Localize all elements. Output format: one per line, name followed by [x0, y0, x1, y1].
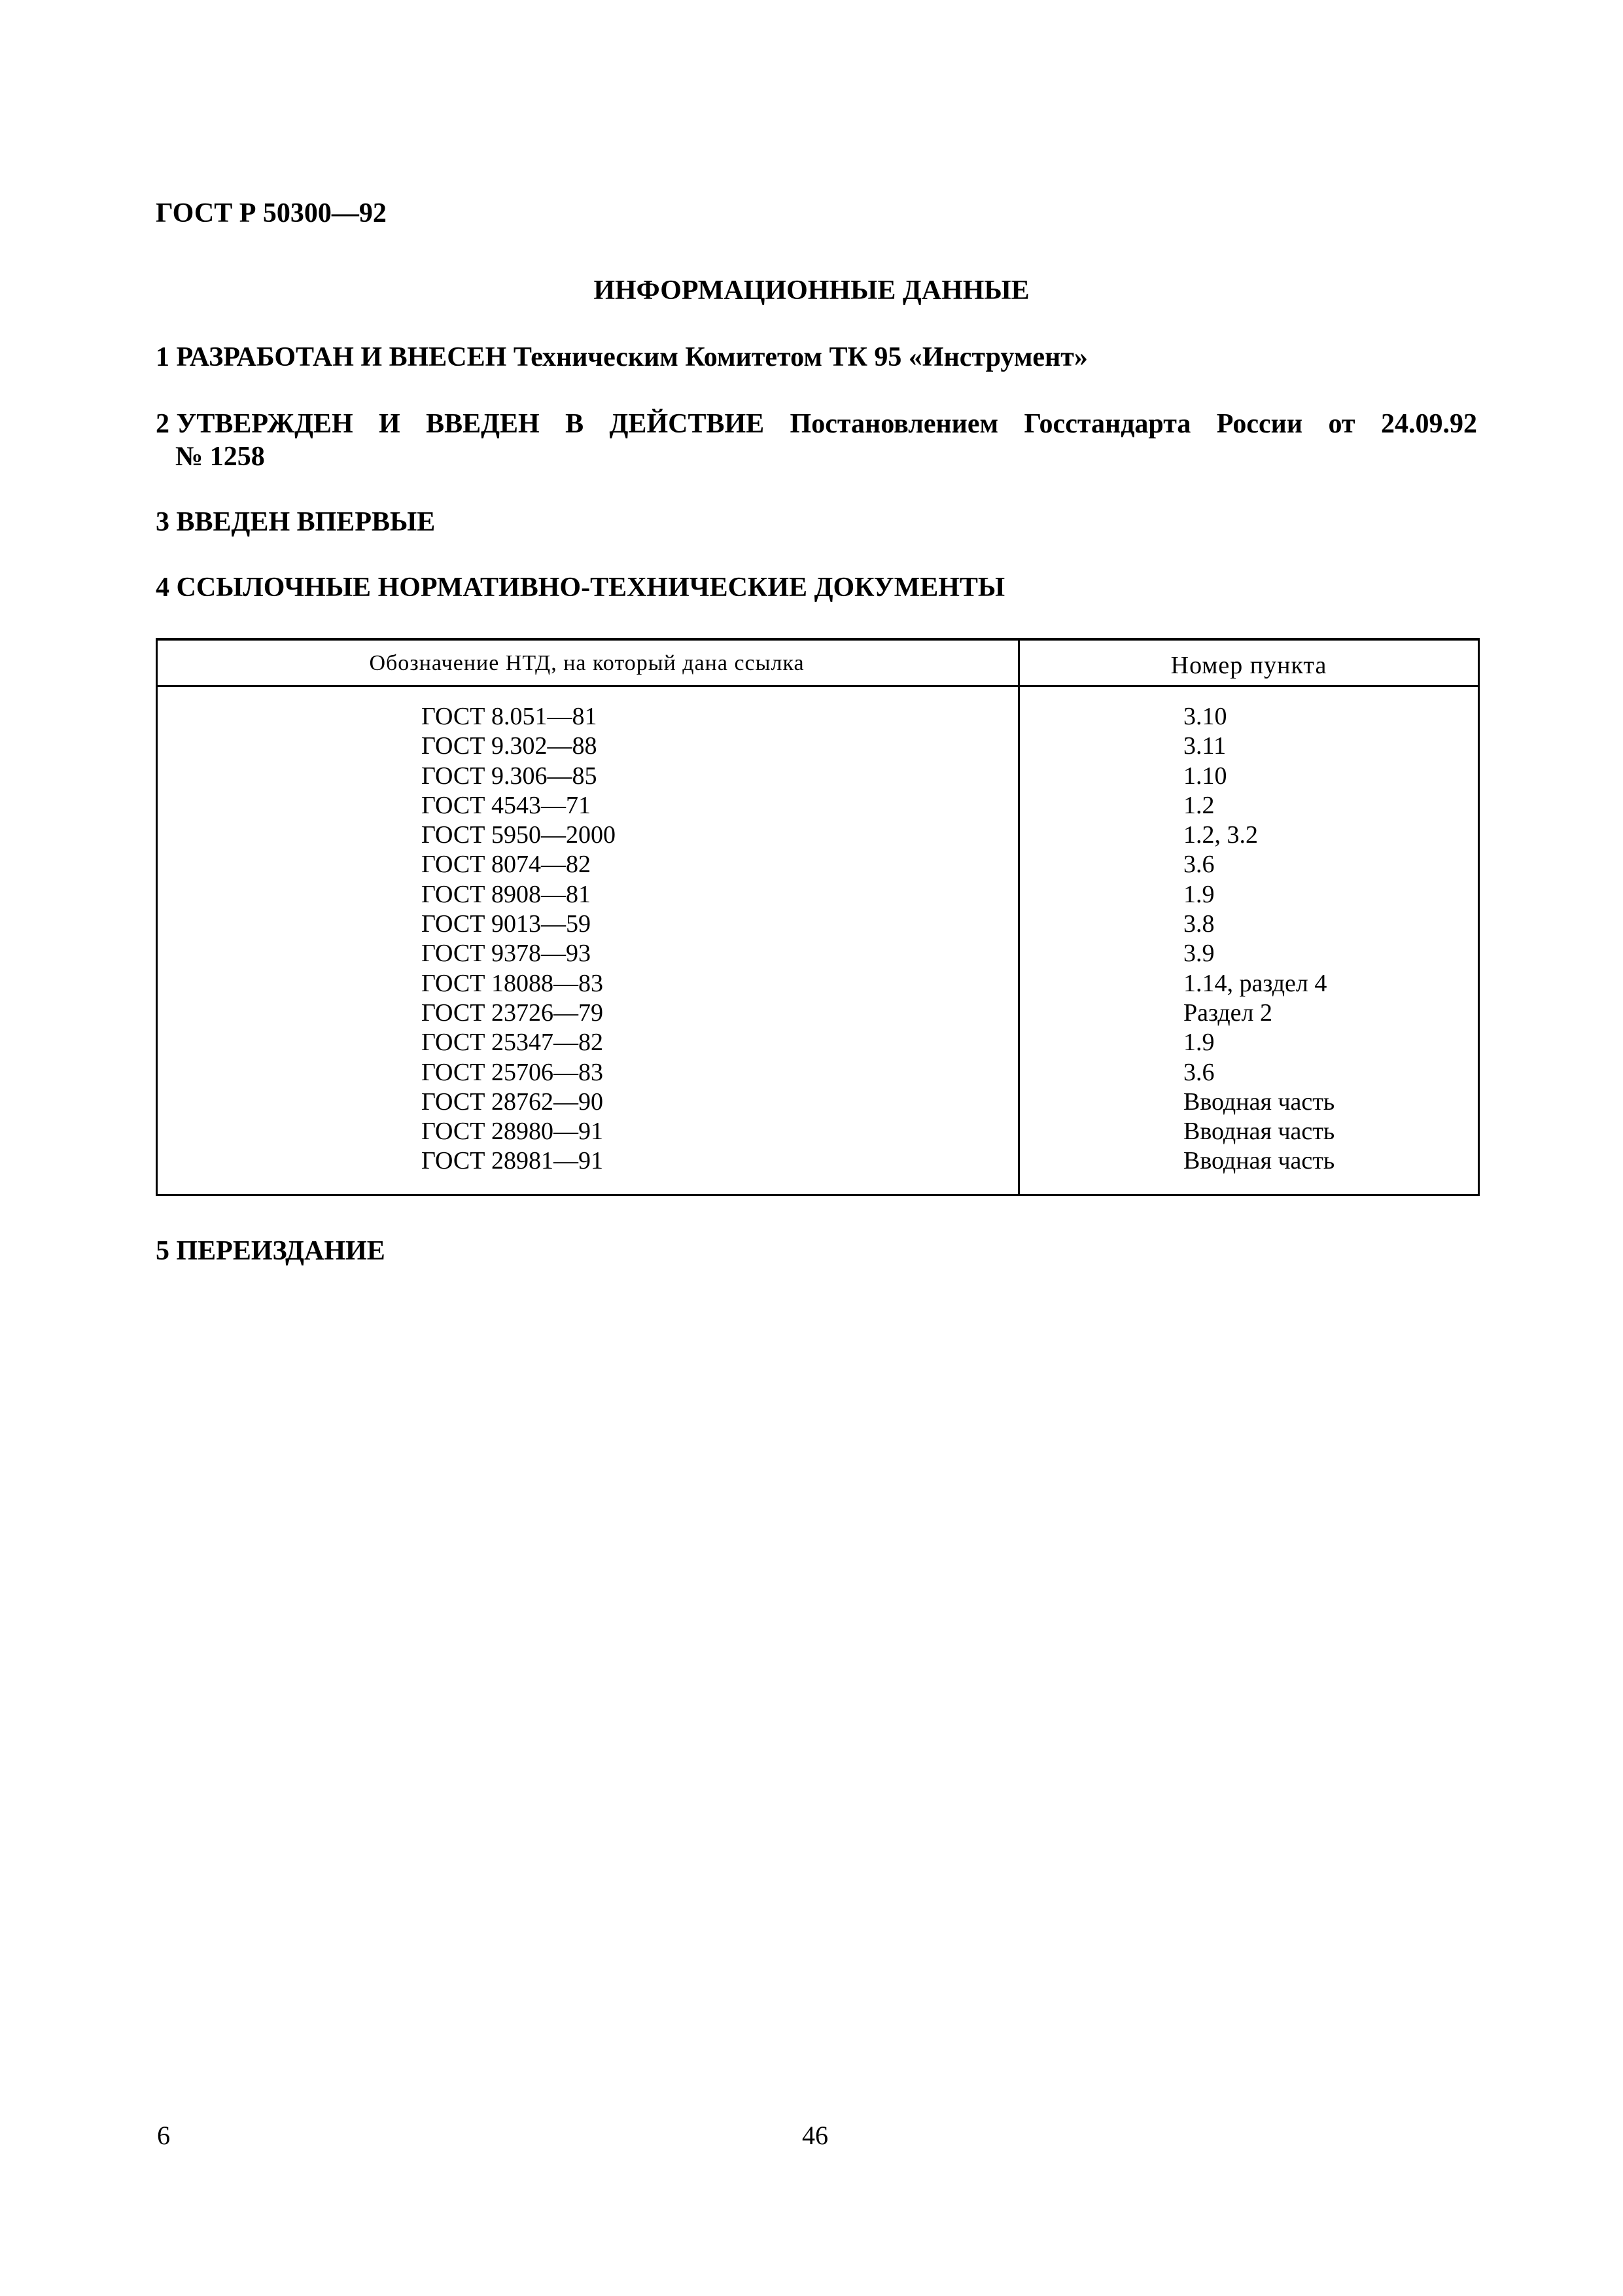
table-cell-designation: ГОСТ 5950—2000 — [421, 821, 616, 849]
table-cell-designation: ГОСТ 4543—71 — [421, 791, 591, 819]
document-code: ГОСТ Р 50300—92 — [156, 198, 387, 228]
item-1-prefix: 1 РАЗРАБОТАН И ВНЕСЕН — [156, 342, 507, 372]
table-cell-clause: Вводная часть — [1183, 1147, 1335, 1175]
table-column-divider — [1018, 638, 1020, 1196]
table-cell-designation: ГОСТ 25706—83 — [421, 1058, 603, 1086]
table-header-divider — [156, 685, 1480, 687]
table-cell-designation: ГОСТ 25347—82 — [421, 1029, 603, 1057]
table-cell-designation: ГОСТ 8.051—81 — [421, 703, 597, 730]
page-number-left: 6 — [157, 2121, 170, 2150]
item-2-word: от — [1328, 409, 1355, 439]
designation-column — [421, 702, 616, 1176]
item-2-line-2: № 1258 — [175, 442, 265, 472]
table-cell-clause: 1.2, 3.2 — [1183, 821, 1258, 849]
item-2-word: России — [1216, 409, 1303, 439]
table-cell-designation: ГОСТ 9.302—88 — [421, 732, 597, 760]
table-border-right — [1478, 638, 1480, 1196]
item-5: 5 ПЕРЕИЗДАНИЕ — [156, 1236, 385, 1266]
item-2-line-1 — [156, 408, 1477, 440]
table-cell-designation: ГОСТ 28762—90 — [421, 1087, 603, 1116]
table-cell-clause: Вводная часть — [1183, 1118, 1335, 1146]
table-cell-clause: 1.14, раздел 4 — [1183, 969, 1327, 997]
item-1-text: Техническим Комитетом ТК 95 «Инструмент» — [513, 342, 1088, 372]
table-cell-designation: ГОСТ 23726—79 — [421, 998, 603, 1027]
table-cell-clause: 3.11 — [1183, 732, 1227, 760]
table-cell-designation: ГОСТ 8908—81 — [421, 880, 591, 908]
table-cell-clause: 1.2 — [1183, 791, 1215, 819]
table-cell-designation: ГОСТ 28980—91 — [421, 1118, 603, 1146]
item-2-word: И — [379, 409, 400, 439]
item-2-word: ВВЕДЕН — [426, 409, 540, 439]
table-cell-clause: 1.9 — [1183, 1029, 1215, 1057]
page-number-center: 46 — [802, 2121, 828, 2150]
reference-table — [156, 638, 1480, 1196]
table-cell-clause: 3.10 — [1183, 703, 1227, 730]
table-cell-designation: ГОСТ 9378—93 — [421, 940, 591, 968]
page-title: ИНФОРМАЦИОННЫЕ ДАННЫЕ — [593, 275, 1030, 306]
item-3: 3 ВВЕДЕН ВПЕРВЫЕ — [156, 507, 436, 537]
table-cell-clause: 1.10 — [1183, 762, 1227, 790]
item-2-word: Госстандарта — [1024, 409, 1191, 439]
table-cell-clause: 3.8 — [1183, 910, 1215, 938]
table-cell-designation: ГОСТ 18088—83 — [421, 969, 603, 997]
column-header-designation: Обозначение НТД, на который дана ссылка — [369, 651, 805, 675]
item-1 — [156, 342, 1088, 373]
table-cell-clause: 3.6 — [1183, 1058, 1215, 1086]
item-2-word: Постановлением — [790, 409, 999, 439]
table-border-left — [156, 638, 158, 1196]
table-cell-clause: 1.9 — [1183, 880, 1215, 908]
clause-column — [1183, 702, 1335, 1176]
table-cell-designation: ГОСТ 8074—82 — [421, 851, 591, 879]
table-border-bottom — [156, 1194, 1480, 1196]
table-cell-clause: 3.9 — [1183, 940, 1215, 968]
table-cell-clause: Раздел 2 — [1183, 998, 1272, 1027]
item-4: 4 ССЫЛОЧНЫЕ НОРМАТИВНО-ТЕХНИЧЕСКИЕ ДОКУМЕНТЫ — [156, 573, 1005, 603]
column-header-clause: Номер пункта — [1170, 652, 1327, 679]
table-cell-designation: ГОСТ 9.306—85 — [421, 762, 597, 790]
table-cell-designation: ГОСТ 9013—59 — [421, 910, 591, 938]
item-2-word: 2 УТВЕРЖДЕН — [156, 409, 353, 439]
table-cell-clause: Вводная часть — [1183, 1087, 1335, 1116]
table-cell-designation: ГОСТ 28981—91 — [421, 1147, 603, 1175]
item-2-word: В — [565, 409, 584, 439]
item-2-word: ДЕЙСТВИЕ — [609, 409, 765, 439]
table-border-top — [156, 638, 1480, 641]
table-cell-clause: 3.6 — [1183, 851, 1215, 879]
item-2-word: 24.09.92 — [1380, 409, 1477, 439]
